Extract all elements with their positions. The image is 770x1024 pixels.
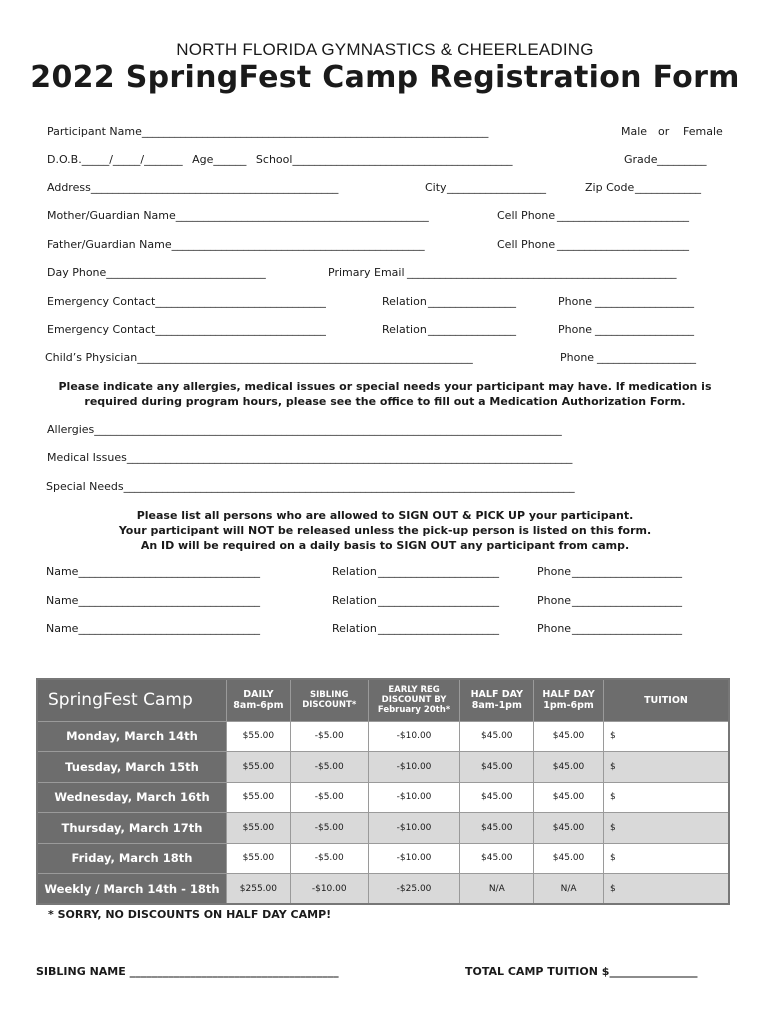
mother-cell-field[interactable]: ________________________ [557,209,689,222]
total-tuition-field[interactable]: ________________ [609,965,698,978]
pickup-phone-label: Phone [537,594,572,607]
cell-half-am: $45.00 [460,813,534,844]
row-day: Weekly / March 14th - 18th [37,874,226,905]
pickup-phone-field[interactable]: ____________________ [572,565,682,578]
cell-early: -$10.00 [368,721,460,752]
row-father [47,238,723,251]
pickup-name-field[interactable]: _________________________________ [78,622,260,635]
cell-half-am: N/A [460,874,534,905]
cell-half-pm: N/A [534,874,604,905]
cell-tuition-input[interactable]: $ [603,813,729,844]
cell-half-am: $45.00 [460,752,534,783]
phone-field[interactable]: __________________ [595,295,694,308]
grade-label: Grade [624,153,658,166]
cell-early: -$25.00 [368,874,460,905]
special-needs-label: Special Needs [46,480,124,493]
table-header-row [37,679,729,721]
cell-tuition-input[interactable]: $ [603,721,729,752]
mother-cell-label: Cell Phone [497,209,556,222]
mother-field[interactable]: ______________________________________________ [175,209,429,222]
row-pickup-1 [46,565,724,578]
father-label: Father/Guardian Name [47,238,172,251]
cell-daily: $55.00 [226,782,290,813]
row-day: Thursday, March 17th [37,813,226,844]
total-tuition-label: TOTAL CAMP TUITION $ [465,965,610,978]
cell-sibling: -$5.00 [290,721,368,752]
city-label: City [425,181,447,194]
cell-early: -$10.00 [368,752,460,783]
header-early-reg: EARLY REG DISCOUNT BY February 20th* [368,679,460,721]
medical-issues-field[interactable]: _________________________________________________________________________________ [126,451,573,464]
cell-half-am: $45.00 [460,843,534,874]
pickup-name-label: Name [46,594,79,607]
email-label: Primary Email [328,266,405,279]
cell-daily: $55.00 [226,843,290,874]
pickup-note-line-2: Your participant will NOT be released unless the pick-up person is listed on this form. [118,524,652,537]
table-row [37,874,729,905]
pickup-note-line-3: An ID will be required on a daily basis to SIGN OUT any participant from camp. [140,539,630,552]
table-row [37,813,729,844]
pickup-relation-field[interactable]: ______________________ [378,565,499,578]
cell-early: -$10.00 [368,813,460,844]
row-emergency-2 [47,323,723,336]
cell-daily: $55.00 [226,752,290,783]
pickup-phone-field[interactable]: ____________________ [572,622,682,635]
zip-field[interactable]: ____________ [635,181,701,194]
table-row [37,721,729,752]
row-phone-email [47,266,723,279]
cell-early: -$10.00 [368,782,460,813]
table-row [37,843,729,874]
row-mother [47,209,723,222]
sibling-name-field[interactable]: ______________________________________ [129,965,339,978]
phone-label: Phone [558,323,593,336]
pickup-relation-field[interactable]: ______________________ [378,594,499,607]
city-field[interactable]: __________________ [447,181,546,194]
cell-daily: $255.00 [226,874,290,905]
cell-half-pm: $45.00 [534,813,604,844]
sibling-name-label: SIBLING NAME [36,965,126,978]
table-brand: SpringFest Camp [37,679,226,721]
grade-field[interactable]: _________ [657,153,707,166]
medical-note [30,379,740,409]
male-option[interactable]: Male [621,125,648,138]
relation-label: Relation [382,323,427,336]
row-pickup-3 [46,622,724,635]
pickup-note [30,508,740,553]
discount-footnote: * SORRY, NO DISCOUNTS ON HALF DAY CAMP! [48,908,332,921]
participant-name-field[interactable]: _______________________________________________________________ [141,125,489,138]
pickup-phone-label: Phone [537,622,572,635]
emergency-contact-field[interactable]: _______________________________ [155,323,326,336]
table-row [37,752,729,783]
page-title: 2022 SpringFest Camp Registration Form [30,60,740,95]
header-half-day-am: HALF DAY 8am-1pm [460,679,534,721]
row-dob [47,153,723,166]
physician-field[interactable]: _____________________________________________________________ [137,351,473,364]
special-needs-field[interactable]: __________________________________________________________________________________ [123,480,575,493]
phone-label: Phone [558,295,593,308]
cell-tuition-input[interactable]: $ [603,874,729,905]
cell-sibling: -$5.00 [290,752,368,783]
cell-sibling: -$10.00 [290,874,368,905]
pickup-name-label: Name [46,622,79,635]
cell-half-am: $45.00 [460,782,534,813]
phone-field[interactable]: __________________ [595,323,694,336]
row-day: Wednesday, March 16th [37,782,226,813]
organization-name: NORTH FLORIDA GYMNASTICS & CHEERLEADING [176,40,594,59]
emergency-contact-label: Emergency Contact [47,295,156,308]
row-participant [47,125,723,138]
row-pickup-2 [46,594,724,607]
school-label: School [255,153,293,166]
physician-phone-field[interactable]: __________________ [597,351,696,364]
father-cell-label: Cell Phone [497,238,556,251]
row-physician [45,351,725,364]
medical-note-line-2: required during program hours, please see the office to fill out a Medication Authorization Form. [84,395,686,408]
pickup-relation-label: Relation [332,565,377,578]
day-phone-field[interactable]: _____________________________ [106,266,266,279]
relation-label: Relation [382,295,427,308]
day-phone-label: Day Phone [47,266,107,279]
address-field[interactable]: _____________________________________________ [90,181,339,194]
row-emergency-1 [47,295,723,308]
cell-half-pm: $45.00 [534,782,604,813]
pickup-phone-label: Phone [537,565,572,578]
sibling-name-row [36,965,339,978]
table-row [37,782,729,813]
cell-half-am: $45.00 [460,721,534,752]
pickup-name-field[interactable]: _________________________________ [78,594,260,607]
or-text: or [658,125,670,138]
allergies-label: Allergies [47,423,95,436]
pickup-relation-label: Relation [332,594,377,607]
medical-note-line-1: Please indicate any allergies, medical issues or special needs your participant may have. If medication is [58,380,712,393]
zip-label: Zip Code [585,181,635,194]
allergies-field[interactable]: _____________________________________________________________________________________ [94,423,562,436]
row-day: Tuesday, March 15th [37,752,226,783]
cell-sibling: -$5.00 [290,813,368,844]
relation-field[interactable]: ________________ [428,323,516,336]
mother-label: Mother/Guardian Name [47,209,176,222]
female-option[interactable]: Female [683,125,723,138]
cell-daily: $55.00 [226,721,290,752]
school-field[interactable]: ________________________________________ [292,153,513,166]
dob-field[interactable]: _____/_____/_______ [81,153,183,166]
father-cell-field[interactable]: ________________________ [557,238,689,251]
cell-half-pm: $45.00 [534,721,604,752]
row-special [46,480,724,493]
cell-early: -$10.00 [368,843,460,874]
physician-phone-label: Phone [560,351,595,364]
header-daily: DAILY 8am-6pm [226,679,290,721]
physician-label: Child’s Physician [45,351,138,364]
dob-label: D.O.B. [47,153,82,166]
pickup-note-line-1: Please list all persons who are allowed to SIGN OUT & PICK UP your participant. [136,509,634,522]
father-field[interactable]: ______________________________________________ [171,238,425,251]
emergency-contact-label: Emergency Contact [47,323,156,336]
cell-tuition-input[interactable]: $ [603,782,729,813]
age-label: Age [192,153,214,166]
pickup-phone-field[interactable]: ____________________ [572,594,682,607]
row-medical [47,451,723,464]
cell-tuition-input[interactable]: $ [603,843,729,874]
emergency-contact-field[interactable]: _______________________________ [155,295,326,308]
email-field[interactable]: _________________________________________________ [407,266,677,279]
relation-field[interactable]: ________________ [428,295,516,308]
total-tuition-row [465,965,697,978]
cell-sibling: -$5.00 [290,782,368,813]
medical-issues-label: Medical Issues [47,451,127,464]
cell-half-pm: $45.00 [534,752,604,783]
address-label: Address [47,181,91,194]
pricing-table [36,678,730,905]
header-tuition: TUITION [603,679,729,721]
row-allergies [47,423,723,436]
cell-sibling: -$5.00 [290,843,368,874]
participant-name-label: Participant Name [47,125,142,138]
pickup-name-field[interactable]: _________________________________ [78,565,260,578]
header-half-day-pm: HALF DAY 1pm-6pm [534,679,604,721]
header-sibling: SIBLING DISCOUNT* [290,679,368,721]
cell-daily: $55.00 [226,813,290,844]
pickup-relation-label: Relation [332,622,377,635]
pickup-relation-field[interactable]: ______________________ [378,622,499,635]
row-day: Friday, March 18th [37,843,226,874]
pickup-name-label: Name [46,565,79,578]
row-address [47,181,723,194]
cell-half-pm: $45.00 [534,843,604,874]
row-day: Monday, March 14th [37,721,226,752]
cell-tuition-input[interactable]: $ [603,752,729,783]
age-field[interactable]: ______ [213,153,247,166]
